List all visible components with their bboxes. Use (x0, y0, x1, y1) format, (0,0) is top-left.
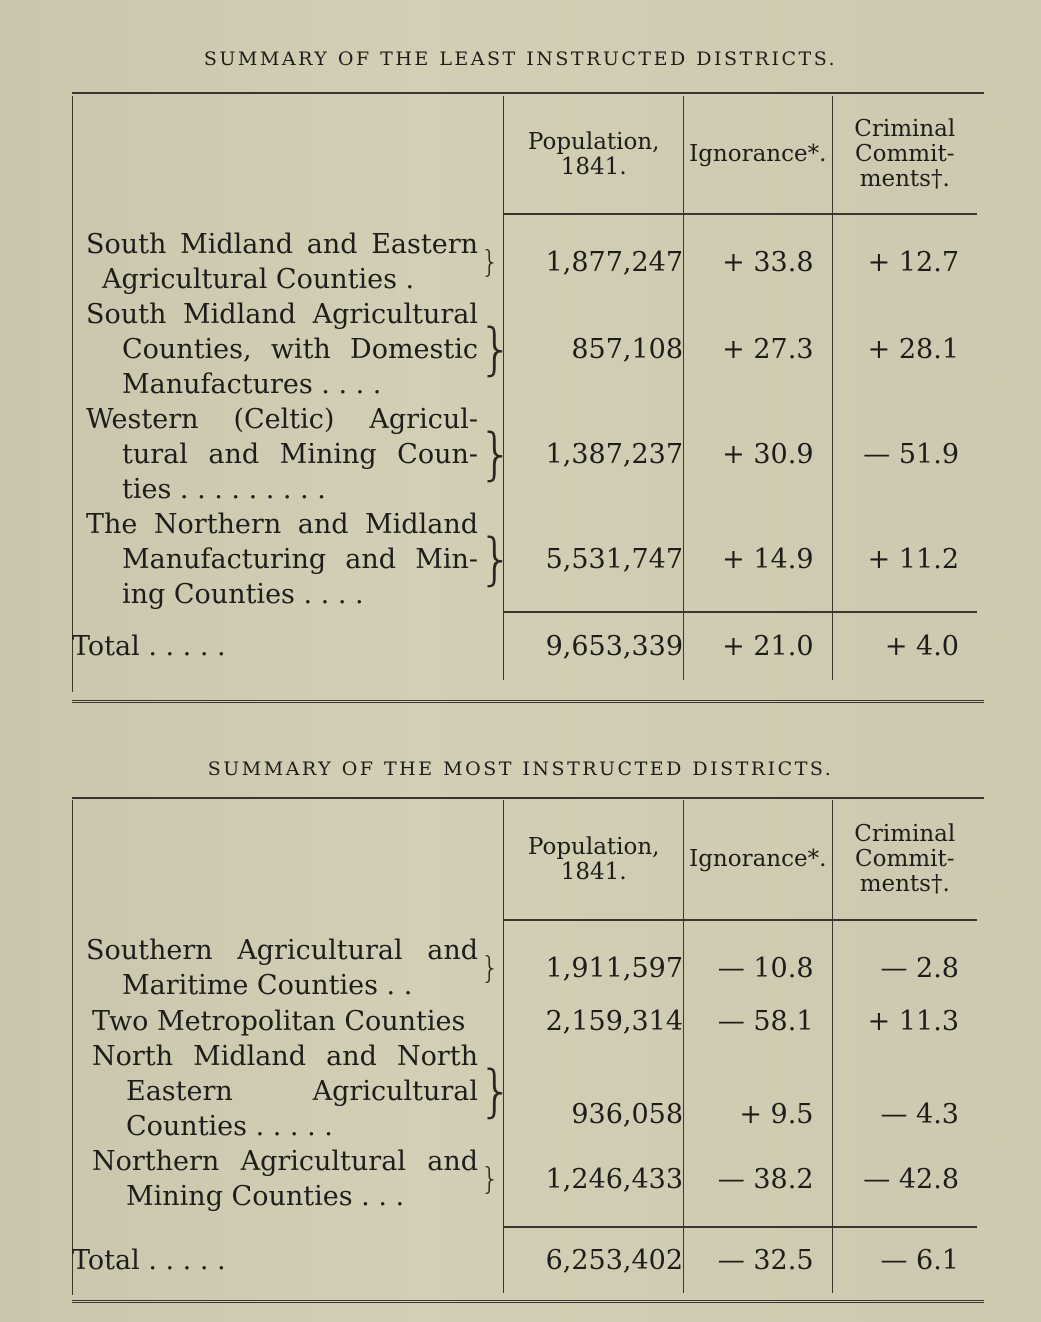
total-criminal: — 6.1 (832, 1227, 977, 1293)
total-population: 6,253,402 (504, 1227, 684, 1293)
most-total-row (72, 1227, 977, 1293)
ignorance-value: + 14.9 (684, 507, 832, 612)
least-header-row (72, 96, 977, 214)
table-row (72, 507, 977, 612)
brace: } (478, 422, 514, 487)
total-label: Total . . . . . (72, 1244, 226, 1276)
least-header-ignorance: Ignorance*. (684, 96, 832, 214)
district-name: Western (Celtic) Agricul- tural and Mining Coun- ties . . . . . . . . . (86, 404, 478, 505)
criminal-value: — 51.9 (832, 402, 977, 507)
brace: } (478, 317, 514, 382)
least-total-row (72, 612, 977, 680)
least-header-population: Population, 1841. (504, 96, 684, 214)
district-name: South Midland Agricultural Counties, with Domestic Manufactures . . . . (86, 299, 478, 400)
most-header-population: Population, 1841. (504, 800, 684, 920)
most-table (72, 800, 977, 1293)
most-bottom-rule (72, 1300, 984, 1303)
ignorance-value: + 9.5 (684, 1039, 832, 1144)
table-row (72, 1144, 977, 1214)
table-row (72, 297, 977, 402)
ignorance-value: — 58.1 (684, 1003, 832, 1039)
table-row (72, 1039, 977, 1144)
total-criminal: + 4.0 (832, 612, 977, 680)
least-table (72, 96, 977, 680)
brace: } (480, 1161, 500, 1197)
district-name: Southern Agricultural and Maritime Counties . . (86, 935, 478, 1001)
total-ignorance: — 32.5 (684, 1227, 832, 1293)
district-name: Two Metropolitan Counties (92, 1005, 466, 1037)
total-population: 9,653,339 (504, 612, 684, 680)
criminal-value: — 4.3 (832, 1039, 977, 1144)
population-value: 1,911,597 (504, 933, 684, 1003)
ignorance-value: + 27.3 (684, 297, 832, 402)
most-header-ignorance: Ignorance*. (684, 800, 832, 920)
population-value: 1,877,247 (504, 227, 684, 297)
most-header-criminal: Criminal Commit- ments†. (832, 800, 977, 920)
brace: } (480, 244, 500, 280)
district-name: Northern Agricultural and Mining Counties . . . (92, 1146, 478, 1212)
criminal-value: + 11.3 (832, 1003, 977, 1039)
total-label: Total . . . . . (72, 630, 226, 662)
criminal-value: + 12.7 (832, 227, 977, 297)
table-row (72, 402, 977, 507)
district-name: The Northern and Midland Manufacturing and Min- ing Counties . . . . (86, 509, 478, 610)
ignorance-value: — 38.2 (684, 1144, 832, 1214)
criminal-value: + 11.2 (832, 507, 977, 612)
least-header-criminal: Criminal Commit- ments†. (832, 96, 977, 214)
population-value: 2,159,314 (504, 1003, 684, 1039)
criminal-value: — 2.8 (832, 933, 977, 1003)
total-ignorance: + 21.0 (684, 612, 832, 680)
brace: } (478, 527, 514, 592)
population-value: 5,531,747 (504, 507, 684, 612)
most-header-blank (72, 800, 504, 920)
criminal-value: + 28.1 (832, 297, 977, 402)
brace: } (480, 950, 500, 986)
criminal-value: — 42.8 (832, 1144, 977, 1214)
population-value: 1,246,433 (504, 1144, 684, 1214)
population-value: 857,108 (504, 297, 684, 402)
ignorance-value: + 30.9 (684, 402, 832, 507)
ignorance-value: — 10.8 (684, 933, 832, 1003)
table-row (72, 933, 977, 1003)
least-header-blank (72, 96, 504, 214)
least-top-rule (72, 92, 984, 94)
most-summary-title: SUMMARY OF THE MOST INSTRUCTED DISTRICTS. (207, 758, 834, 780)
most-header-row (72, 800, 977, 920)
district-name: North Midland and North Eastern Agricultural Counties . . . . . (92, 1041, 478, 1142)
district-name: South Midland and Eastern Agricultural Counties . (86, 229, 478, 295)
least-summary-title: SUMMARY OF THE LEAST INSTRUCTED DISTRICTS. (203, 48, 838, 70)
table-row (72, 1003, 977, 1039)
brace: } (478, 1059, 514, 1124)
most-top-rule (72, 797, 984, 799)
population-value: 1,387,237 (504, 402, 684, 507)
ignorance-value: + 33.8 (684, 227, 832, 297)
table-row (72, 227, 977, 297)
least-bottom-rule (72, 700, 984, 703)
population-value: 936,058 (504, 1039, 684, 1144)
